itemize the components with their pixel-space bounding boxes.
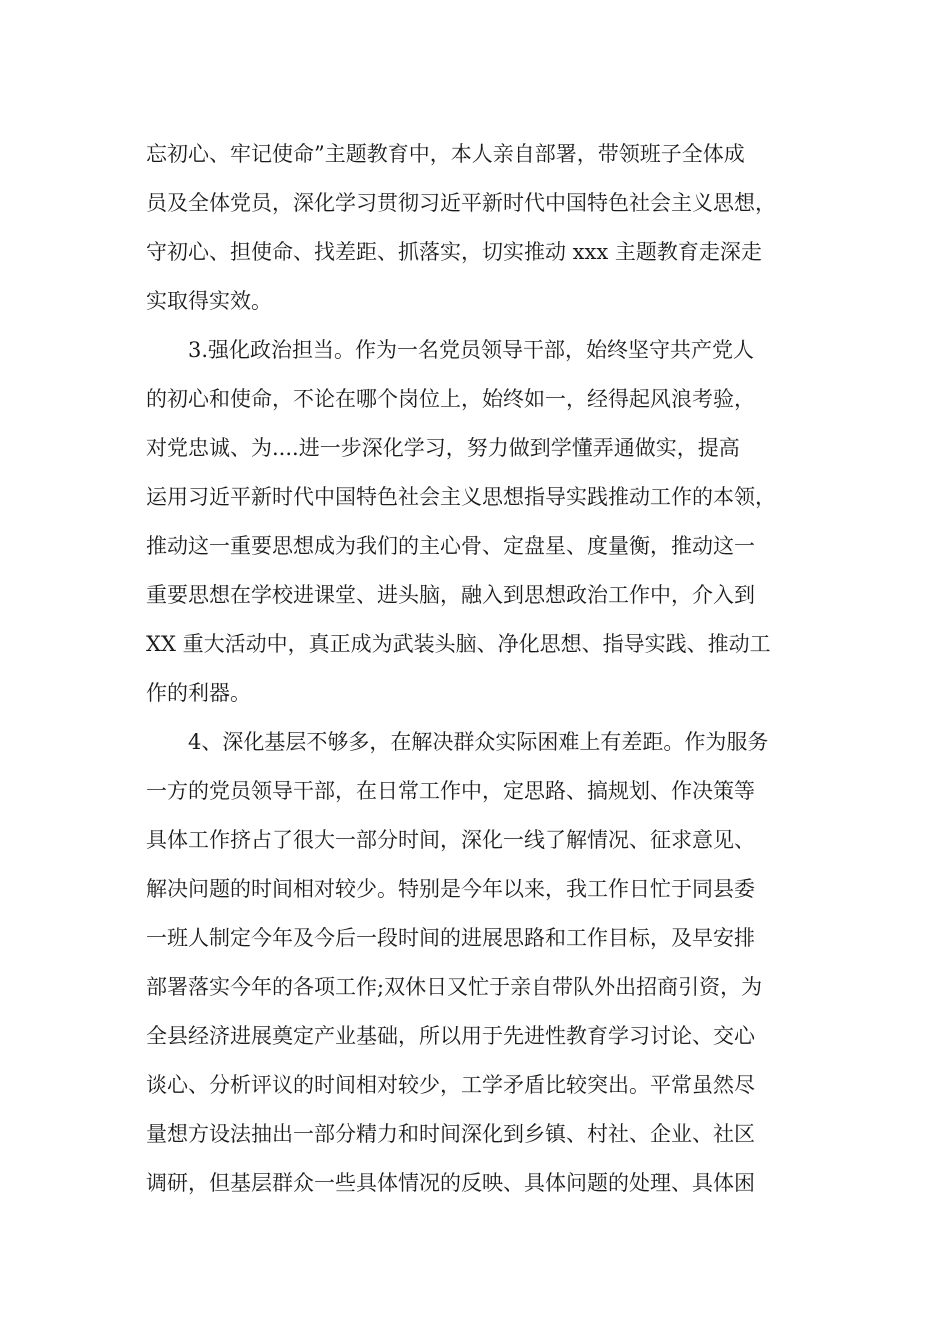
paragraph-start-line: 3.强化政治担当。作为一名党员领导干部，始终坚守共产党人 bbox=[188, 338, 755, 362]
text-line: 部署落实今年的各项工作;双休日又忙于亲自带队外出招商引资，为 bbox=[146, 975, 763, 999]
text-line: 调研，但基层群众一些具体情况的反映、具体问题的处理、具体困 bbox=[146, 1171, 755, 1195]
text-line: 量想方设法抽出一部分精力和时间深化到乡镇、村社、企业、社区 bbox=[146, 1122, 755, 1146]
text-line: 一班人制定今年及今后一段时间的进展思路和工作目标，及早安排 bbox=[146, 926, 755, 950]
text-line: 运用习近平新时代中国特色社会主义思想指导实践推动工作的本领， bbox=[146, 485, 776, 509]
text-line: 员及全体党员，深化学习贯彻习近平新时代中国特色社会主义思想， bbox=[146, 191, 776, 215]
text-line: 忘初心、牢记使命”主题教育中，本人亲自部署，带领班子全体成 bbox=[146, 142, 745, 166]
text-line: 的初心和使命，不论在哪个岗位上，始终如一，经得起风浪考验， bbox=[146, 387, 755, 411]
text-line: 解决问题的时间相对较少。特别是今年以来，我工作日忙于同县委 bbox=[146, 877, 755, 901]
text-line: 重要思想在学校进课堂、进头脑，融入到思想政治工作中，介入到 bbox=[146, 583, 755, 607]
text-line: 作的利器。 bbox=[146, 681, 251, 705]
text-line: XX 重大活动中，真正成为武装头脑、净化思想、指导实践、推动工 bbox=[146, 632, 771, 656]
paragraph-start-line: 4、深化基层不够多，在解决群众实际困难上有差距。作为服务 bbox=[188, 730, 769, 754]
text-line: 全县经济进展奠定产业基础，所以用于先进性教育学习讨论、交心 bbox=[146, 1024, 755, 1048]
text-line: 实取得实效。 bbox=[146, 289, 272, 313]
text-line: 一方的党员领导干部，在日常工作中，定思路、搞规划、作决策等 bbox=[146, 779, 755, 803]
text-line: 具体工作挤占了很大一部分时间，深化一线了解情况、征求意见、 bbox=[146, 828, 755, 852]
text-line: 守初心、担使命、找差距、抓落实，切实推动 xxx 主题教育走深走 bbox=[146, 240, 762, 264]
text-line: 谈心、分析评议的时间相对较少，工学矛盾比较突出。平常虽然尽 bbox=[146, 1073, 755, 1097]
text-line: 推动这一重要思想成为我们的主心骨、定盘星、度量衡，推动这一 bbox=[146, 534, 755, 558]
text-line: 对党忠诚、为....进一步深化学习，努力做到学懂弄通做实，提高 bbox=[146, 436, 740, 460]
